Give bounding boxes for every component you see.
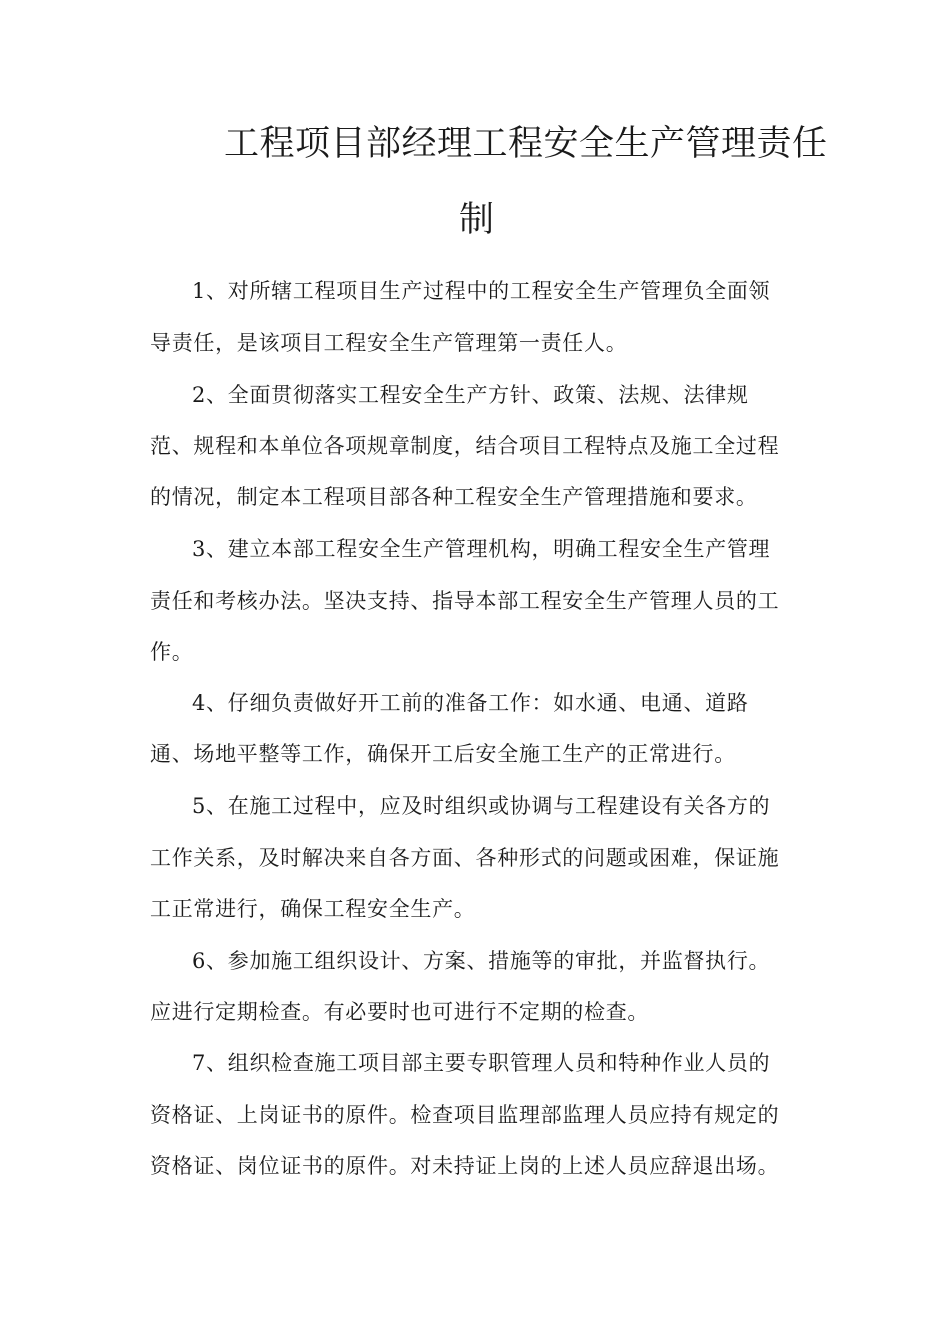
clause-5-line-2: 工作关系，及时解决来自各方面、各种形式的问题或困难，保证施 (150, 846, 780, 870)
clause-1-line-1: 1、对所辖工程项目生产过程中的工程安全生产管理负全面领 (192, 279, 771, 303)
clause-6-line-1: 6、参加施工组织设计、方案、措施等的审批，并监督执行。 (192, 949, 771, 973)
clause-6-line-2: 应进行定期检查。有必要时也可进行不定期的检查。 (150, 1000, 650, 1024)
clause-1-line-2: 导责任，是该项目工程安全生产管理第一责任人。 (150, 331, 628, 355)
clause-5-line-3: 工正常进行，确保工程安全生产。 (150, 897, 476, 921)
clause-5-line-1: 5、在施工过程中，应及时组织或协调与工程建设有关各方的 (192, 794, 771, 818)
clause-7-line-3: 资格证、岗位证书的原件。对未持证上岗的上述人员应辞退出场。 (150, 1154, 780, 1178)
clause-4-line-1: 4、仔细负责做好开工前的准备工作：如水通、电通、道路 (192, 691, 749, 715)
clause-7-line-1: 7、组织检查施工项目部主要专职管理人员和特种作业人员的 (192, 1051, 771, 1075)
clause-7-line-2: 资格证、上岗证书的原件。检查项目监理部监理人员应持有规定的 (150, 1103, 780, 1127)
clause-2-line-3: 的情况，制定本工程项目部各种工程安全生产管理措施和要求。 (150, 485, 758, 509)
document-title-line-1: 工程项目部经理工程安全生产管理责任 (224, 124, 828, 164)
clause-3-line-2: 责任和考核办法。坚决支持、指导本部工程安全生产管理人员的工 (150, 589, 780, 613)
clause-2-line-1: 2、全面贯彻落实工程安全生产方针、政策、法规、法律规 (192, 383, 749, 407)
clause-4-line-2: 通、场地平整等工作，确保开工后安全施工生产的正常进行。 (150, 742, 736, 766)
clause-2-line-2: 范、规程和本单位各项规章制度，结合项目工程特点及施工全过程 (150, 434, 780, 458)
clause-3-line-1: 3、建立本部工程安全生产管理机构，明确工程安全生产管理 (192, 537, 771, 561)
clause-3-line-3: 作。 (150, 640, 194, 664)
document-title-line-2: 制 (459, 200, 495, 240)
